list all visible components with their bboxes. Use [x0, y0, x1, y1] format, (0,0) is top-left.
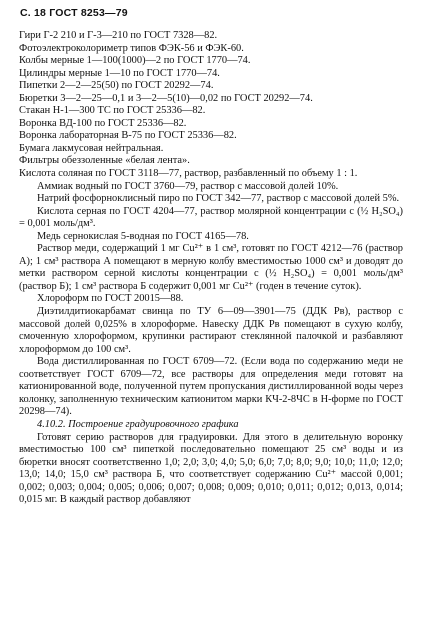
- paragraph: Аммиак водный по ГОСТ 3760—79, раствор с массовой долей 10%.: [37, 180, 339, 192]
- paragraph: Медь сернокислая 5-водная по ГОСТ 4165—78.: [37, 230, 249, 242]
- section-heading: 4.10.2. Построение градуировочного графика: [37, 418, 239, 430]
- paragraph: Бюретки 3—2—25—0,1 и 3—2—5(10)—0,02 по ГОСТ 20292—74.: [19, 92, 313, 104]
- paragraph: Гири Г-2 210 и Г-3—210 по ГОСТ 7328—82.: [19, 30, 218, 41]
- paragraph: Цилиндры мерные 1—10 по ГОСТ 1770—74.: [19, 67, 220, 79]
- paragraph: Готовят серию растворов для градуировки. Для этого в делительную воронку вместимостью 100 см³ пипеткой последовательно помещают 25 см³ воды и из бюретки вносят соответственно 1,0; 2,0; 3,0; 4,0; 5,0; 6,0; 7,0; 8,0; 9,0; 10,0; 11,0; 12,0; 13,0; 14,0; 15,0 см³ раствора Б, что соответствует содержанию Cu²⁺ массой 0,001; 0,002; 0,003; 0,004; 0,005; 0,006; 0,007; 0,008; 0,009; 0,010; 0,011; 0,012; 0,013, 0,014; 0,015 мг. В каждый раствор добавляют: [19, 431, 403, 506]
- paragraph: Фотоэлектроколориметр типов ФЭК-56 и ФЭК-60.: [19, 42, 244, 54]
- paragraph: Фильтры обеззоленные «белая лента».: [19, 155, 190, 167]
- paragraph: Воронка ВД-100 по ГОСТ 25336—82.: [19, 117, 187, 129]
- paragraph: Стакан Н-1—300 ТС по ГОСТ 25336—82.: [19, 105, 206, 117]
- paragraph: Кислота серная по ГОСТ 4204—77, раствор молярной концентрации с (½ H₂SO₄) = 0,001 моль/дм³.: [19, 205, 403, 230]
- paragraph: Бумага лакмусовая нейтральная.: [19, 142, 164, 154]
- paragraph: Кислота соляная по ГОСТ 3118—77, раствор, разбавленный по объему 1 : 1.: [19, 168, 358, 180]
- paragraph: Хлороформ по ГОСТ 20015—88.: [37, 293, 184, 305]
- paragraph: Натрий фосфорноклисный пиро по ГОСТ 342—77, раствор с массовой долей 5%.: [37, 193, 400, 205]
- paragraph: Раствор меди, содержащий 1 мг Cu²⁺ в 1 см³, готовят по ГОСТ 4212—76 (раствор А); 1 см³ раствора А помещают в мерную колбу вместимостью 1000 см³ и доводят до метки раствором серной кислоты концентрации с (½ H₂SO₄) = 0,001 моль/дм³ (раствор Б); 1 см³ раствора Б содержит 0,001 мг Cu²⁺ (годен в течение суток).: [19, 243, 403, 292]
- paragraph: Колбы мерные 1—100(1000)—2 по ГОСТ 1770—74.: [19, 55, 251, 67]
- paragraph: Воронка лабораторная В-75 по ГОСТ 25336—82.: [19, 130, 237, 142]
- page-header: С. 18 ГОСТ 8253—79: [20, 7, 128, 19]
- paragraph: Диэтилдитиокарбамат свинца по ТУ 6—09—3901—75 (ДДК Рв), раствор с массовой долей 0,025% в хлороформе. Навеску ДДК Рв помещают в сухую колбу, смоченную хлороформом, крупинки растирают стеклянной палочкой и разбавляют хлороформом до 100 см³.: [19, 306, 403, 355]
- document-body: [19, 30, 403, 507]
- paragraph: Пипетки 2—2—25(50) по ГОСТ 20292—74.: [19, 80, 214, 92]
- paragraph: Вода дистиллированная по ГОСТ 6709—72. (Если вода по содержанию меди не соответствует ГОСТ 6709—72, все растворы для определения меди готовят на катионированной воде, полученной путем пропускания дистиллированной воды через колонку, заполненную техническим катионитом марки КЧ-2-8ЧС в Н-форме по ГОСТ 20298—74).: [19, 356, 403, 418]
